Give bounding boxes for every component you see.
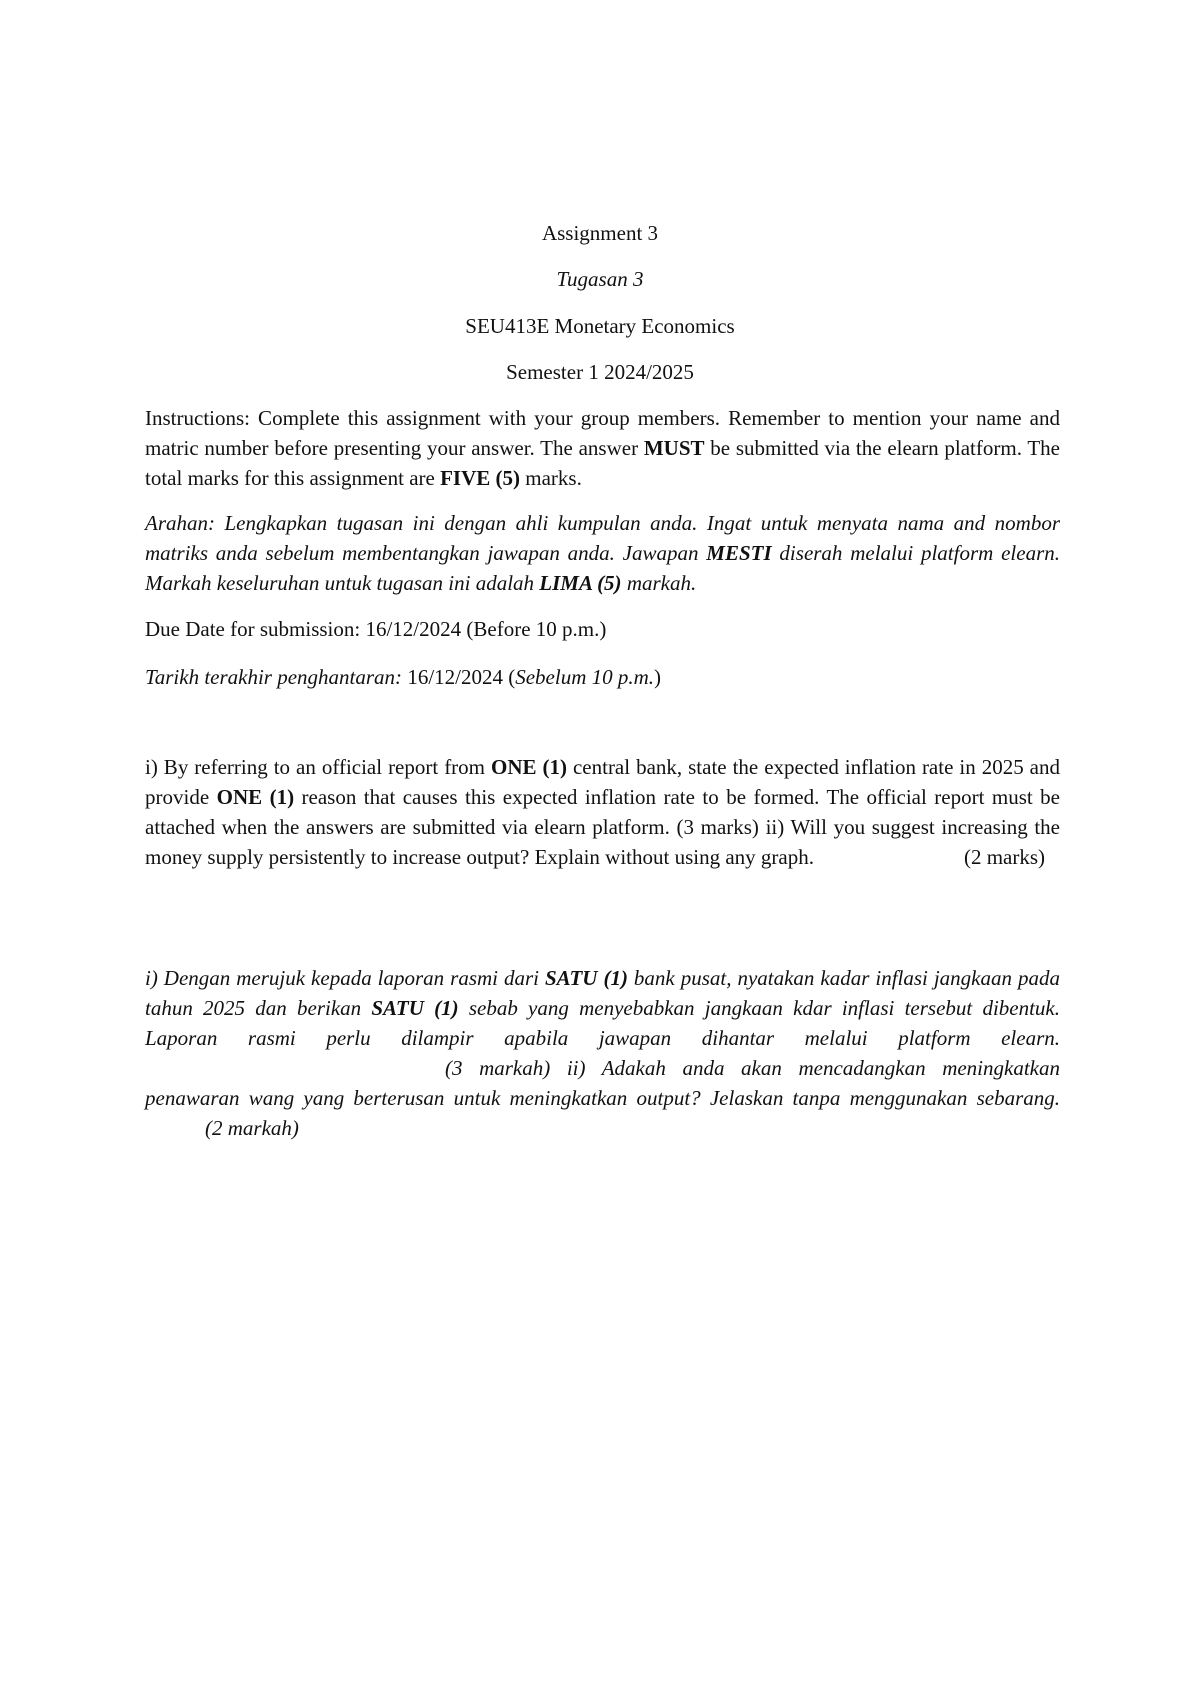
due-date-english: Due Date for submission: 16/12/2024 (Before 10 p.m.) <box>145 617 607 641</box>
due-date-value: 16/12/2024 ( <box>402 665 516 689</box>
instructions-text: markah. <box>621 571 697 595</box>
instructions-text: Instructions: Complete this assignment with your group members. Remember to mention your name and matric number before presenting your answer. The answer <box>145 406 1060 460</box>
due-date-label: Tarikh terakhir penghantaran: <box>145 665 403 689</box>
instructions-emphasis: MESTI <box>706 541 772 565</box>
instructions-text: marks. <box>520 466 582 490</box>
due-date-time: Sebelum 10 p.m. <box>515 665 655 689</box>
due-date-close: ) <box>654 665 662 689</box>
question-text: reason that causes this expected inflation rate to be formed. The official report must be attached when the answers are submitted via elearn platform. (3 marks) ii) Will you suggest increasing the money supply persistently to increase output? Explain without using any graph. <box>145 785 1060 869</box>
instructions-emphasis: LIMA (5) <box>539 571 622 595</box>
instructions-english <box>145 403 1060 493</box>
instructions-emphasis: FIVE (5) <box>440 466 521 490</box>
instructions-emphasis: MUST <box>643 436 705 460</box>
question-text: (3 markah) ii) Adakah anda akan mencadangkan meningkatkan penawaran wang yang berterusan untuk meningkatkan output? Jelaskan tanpa menggunakan sebarang. <box>145 1056 1060 1110</box>
question-text: sebab yang menyebabkan jangkaan kdar inflasi tersebut dibentuk. Laporan rasmi perlu dilampir apabila jawapan dihantar melalui platform elearn. <box>145 996 1061 1050</box>
assignment-title-malay: Tugasan 3 <box>556 267 644 291</box>
marks-label: (2 markah) <box>205 1116 299 1140</box>
semester: Semester 1 2024/2025 <box>506 360 694 384</box>
question-text: central bank, state the expected inflation rate in 2025 and provide <box>145 755 1061 809</box>
instructions-text: diserah melalui platform elearn. Markah keseluruhan untuk tugasan ini adalah <box>145 541 1060 595</box>
question-text: i) Dengan merujuk kepada laporan rasmi dari <box>145 966 545 990</box>
question-emphasis: SATU (1) <box>371 996 459 1020</box>
question-text: bank pusat, nyatakan kadar inflasi jangkaan pada tahun 2025 dan berikan <box>145 966 1060 1020</box>
instructions-text: Arahan: Lengkapkan tugasan ini dengan ahli kumpulan anda. Ingat untuk menyata nama and nombor matriks anda sebelum membentangkan jawapan anda. Jawapan <box>145 511 1060 565</box>
question-emphasis: SATU (1) <box>544 966 628 990</box>
due-date-malay <box>145 662 1060 692</box>
assignment-title: Assignment 3 <box>541 221 659 245</box>
question-emphasis: ONE (1) <box>216 785 295 809</box>
instructions-malay <box>145 508 1060 598</box>
instructions-text: be submitted via the elearn platform. The total marks for this assignment are <box>145 436 1060 490</box>
question-text: i) By referring to an official report from <box>145 755 491 779</box>
question-english <box>145 752 1060 872</box>
marks-label: (2 marks) <box>963 845 1046 869</box>
question-emphasis: ONE (1) <box>491 755 567 779</box>
course-name: SEU413E Monetary Economics <box>465 314 735 338</box>
question-malay <box>145 963 1060 1143</box>
